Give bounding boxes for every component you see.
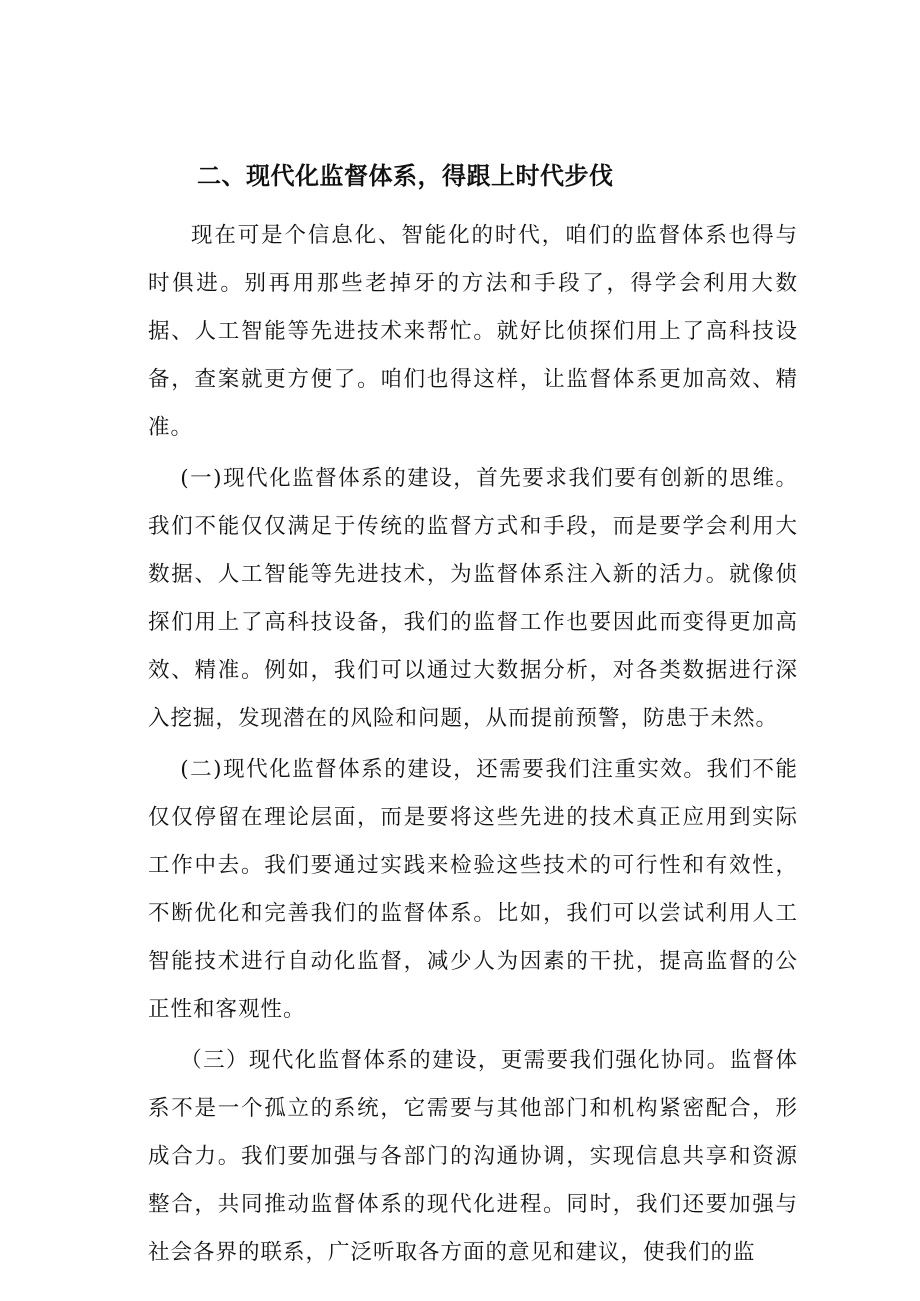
- document-body: [148, 154, 798, 1277]
- paragraph-point-2: (二)现代化监督体系的建设，还需要我们注重实效。我们不能仅仅停留在理论层面，而是要将这些先进的技术真正应用到实际工作中去。我们要通过实践来检验这些技术的可行性和有效性，不断优化和完善我们的监督体系。比如，我们可以尝试利用人工智能技术进行自动化监督，减少人为因素的干扰，提高监督的公正性和客观性。: [148, 757, 798, 1022]
- paragraph-intro: 现在可是个信息化、智能化的时代，咱们的监督体系也得与时俱进。别再用那些老掉牙的方法和手段了，得学会利用大数据、人工智能等先进技术来帮忙。就好比侦探们用上了高科技设备，查案就更方便了。咱们也得这样，让监督体系更加高效、精准。: [148, 223, 798, 440]
- paragraph-point-1: (一)现代化监督体系的建设，首先要求我们要有创新的思维。我们不能仅仅满足于传统的监督方式和手段，而是要学会利用大数据、人工智能等先进技术，为监督体系注入新的活力。就像侦探们用上了高科技设备，我们的监督工作也要因此而变得更加高效、精准。例如，我们可以通过大数据分析，对各类数据进行深入挖掘，发现潜在的风险和问题，从而提前预警，防患于未然。: [148, 466, 798, 731]
- section-heading: 二、现代化监督体系，得跟上时代步伐: [197, 162, 614, 190]
- paragraph-point-3: （三）现代化监督体系的建设，更需要我们强化协同。监督体系不是一个孤立的系统，它需要与其他部门和机构紧密配合，形成合力。我们要加强与各部门的沟通协调，实现信息共享和资源整合，共同推动监督体系的现代化进程。同时，我们还要加强与社会各界的联系，广泛听取各方面的意见和建议，使我们的监: [148, 1048, 798, 1265]
